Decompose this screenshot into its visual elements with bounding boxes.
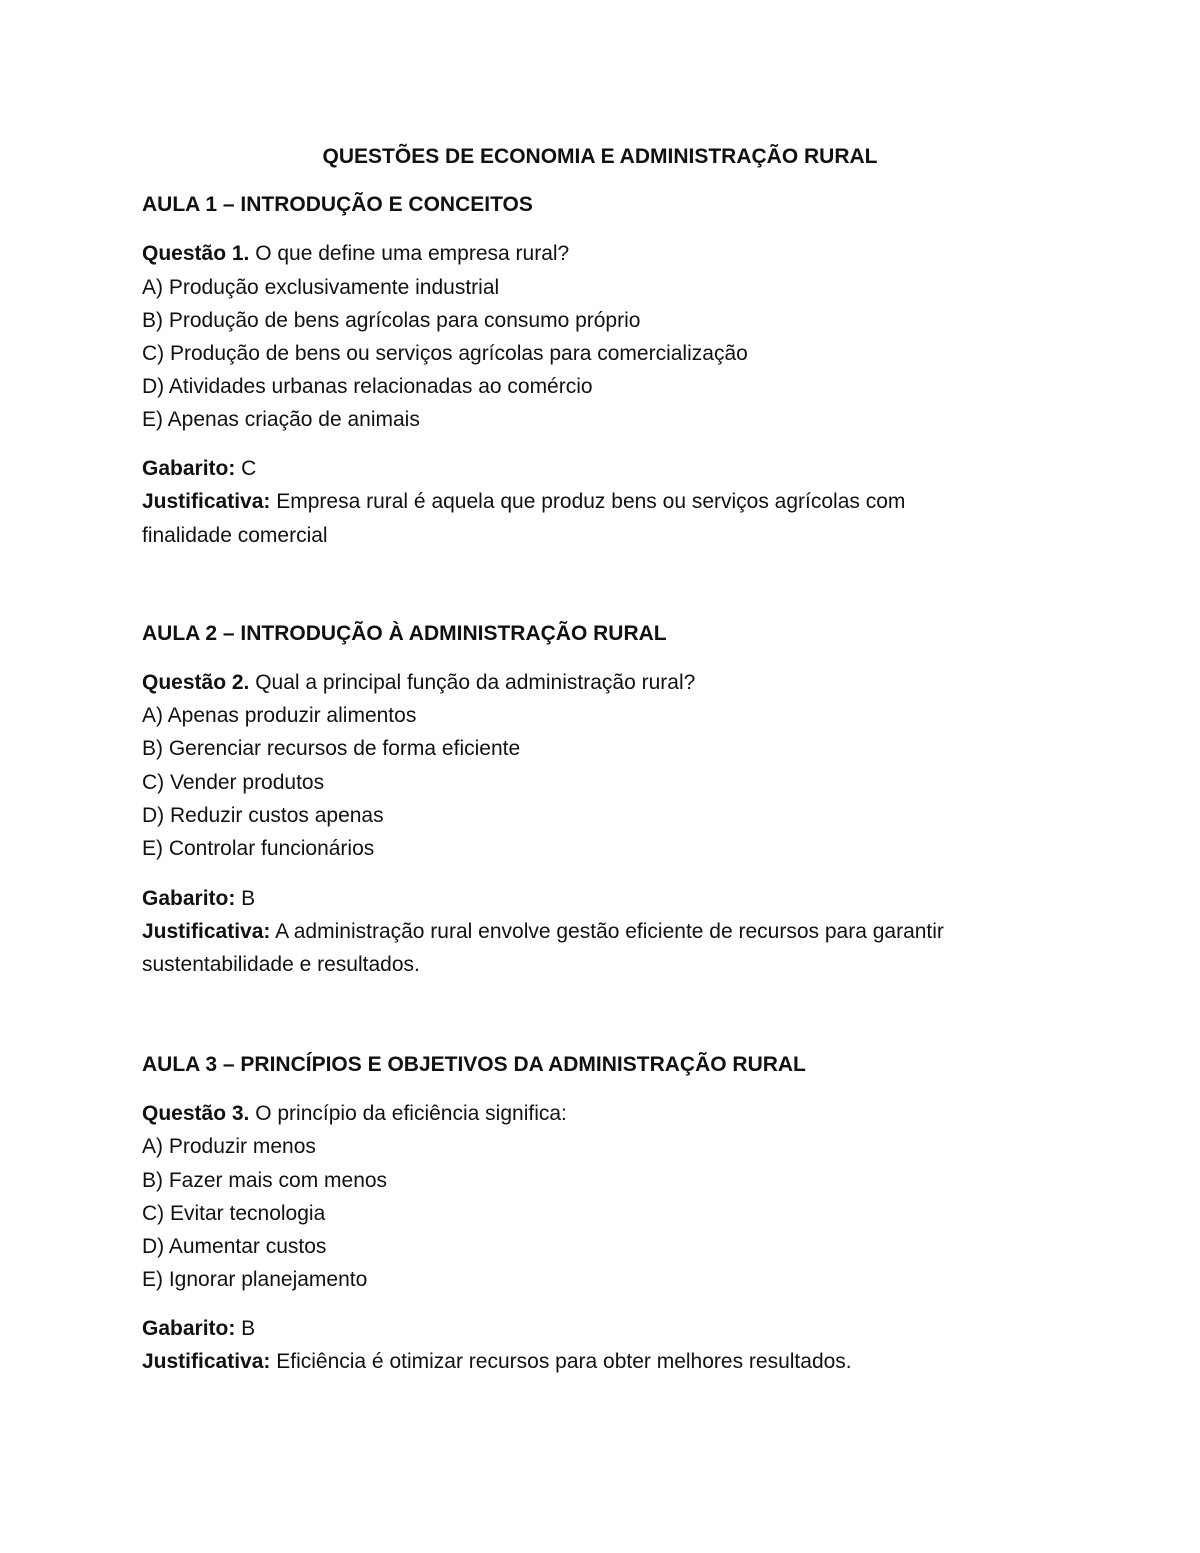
justification-text: Eficiência é otimizar recursos para obter melhores resultados. [270, 1350, 852, 1373]
justification-continuation: finalidade comercial [142, 524, 328, 547]
question-label: Questão 1. [142, 242, 250, 265]
justification-text: Empresa rural é aquela que produz bens ou serviços agrícolas com [270, 490, 906, 513]
justification [142, 487, 905, 517]
justification-label: Justificativa: [142, 920, 271, 943]
answer-key [142, 454, 256, 484]
document-title: QUESTÕES DE ECONOMIA E ADMINISTRAÇÃO RURAL [322, 145, 878, 168]
section-heading-aula-3: AULA 3 – PRINCÍPIOS E OBJETIVOS DA ADMINISTRAÇÃO RURAL [142, 1053, 806, 1076]
answer-value: C [235, 457, 257, 480]
answer-label: Gabarito: [142, 887, 236, 910]
question-1 [142, 239, 569, 269]
option-b: B) Gerenciar recursos de forma eficiente [142, 737, 521, 760]
option-e: E) Controlar funcionários [142, 837, 375, 860]
justification-text: A administração rural envolve gestão eficiente de recursos para garantir [270, 920, 944, 943]
option-a: A) Produção exclusivamente industrial [142, 276, 500, 299]
option-b: B) Fazer mais com menos [142, 1169, 388, 1192]
option-c: C) Vender produtos [142, 771, 325, 794]
justification [142, 1347, 852, 1377]
answer-key [142, 1314, 255, 1344]
answer-value: B [235, 1317, 256, 1340]
option-e: E) Apenas criação de animais [142, 408, 420, 431]
question-text: Qual a principal função da administração rural? [249, 671, 696, 694]
question-text: O princípio da eficiência significa: [249, 1102, 567, 1125]
question-3 [142, 1099, 567, 1129]
question-label: Questão 2. [142, 671, 250, 694]
justification [142, 917, 944, 947]
option-d: D) Reduzir custos apenas [142, 804, 384, 827]
option-c: C) Evitar tecnologia [142, 1202, 326, 1225]
justification-continuation: sustentabilidade e resultados. [142, 953, 420, 976]
option-c: C) Produção de bens ou serviços agrícolas para comercialização [142, 342, 748, 365]
option-b: B) Produção de bens agrícolas para consumo próprio [142, 309, 641, 332]
option-e: E) Ignorar planejamento [142, 1268, 368, 1291]
question-label: Questão 3. [142, 1102, 250, 1125]
option-a: A) Produzir menos [142, 1135, 316, 1158]
justification-label: Justificativa: [142, 490, 271, 513]
option-d: D) Atividades urbanas relacionadas ao comércio [142, 375, 593, 398]
answer-label: Gabarito: [142, 457, 236, 480]
option-a: A) Apenas produzir alimentos [142, 704, 417, 727]
question-text: O que define uma empresa rural? [249, 242, 570, 265]
answer-label: Gabarito: [142, 1317, 236, 1340]
section-heading-aula-1: AULA 1 – INTRODUÇÃO E CONCEITOS [142, 193, 533, 216]
answer-value: B [235, 887, 256, 910]
option-d: D) Aumentar custos [142, 1235, 327, 1258]
section-heading-aula-2: AULA 2 – INTRODUÇÃO À ADMINISTRAÇÃO RURAL [142, 622, 667, 645]
answer-key [142, 884, 255, 914]
question-2 [142, 668, 695, 698]
justification-label: Justificativa: [142, 1350, 271, 1373]
